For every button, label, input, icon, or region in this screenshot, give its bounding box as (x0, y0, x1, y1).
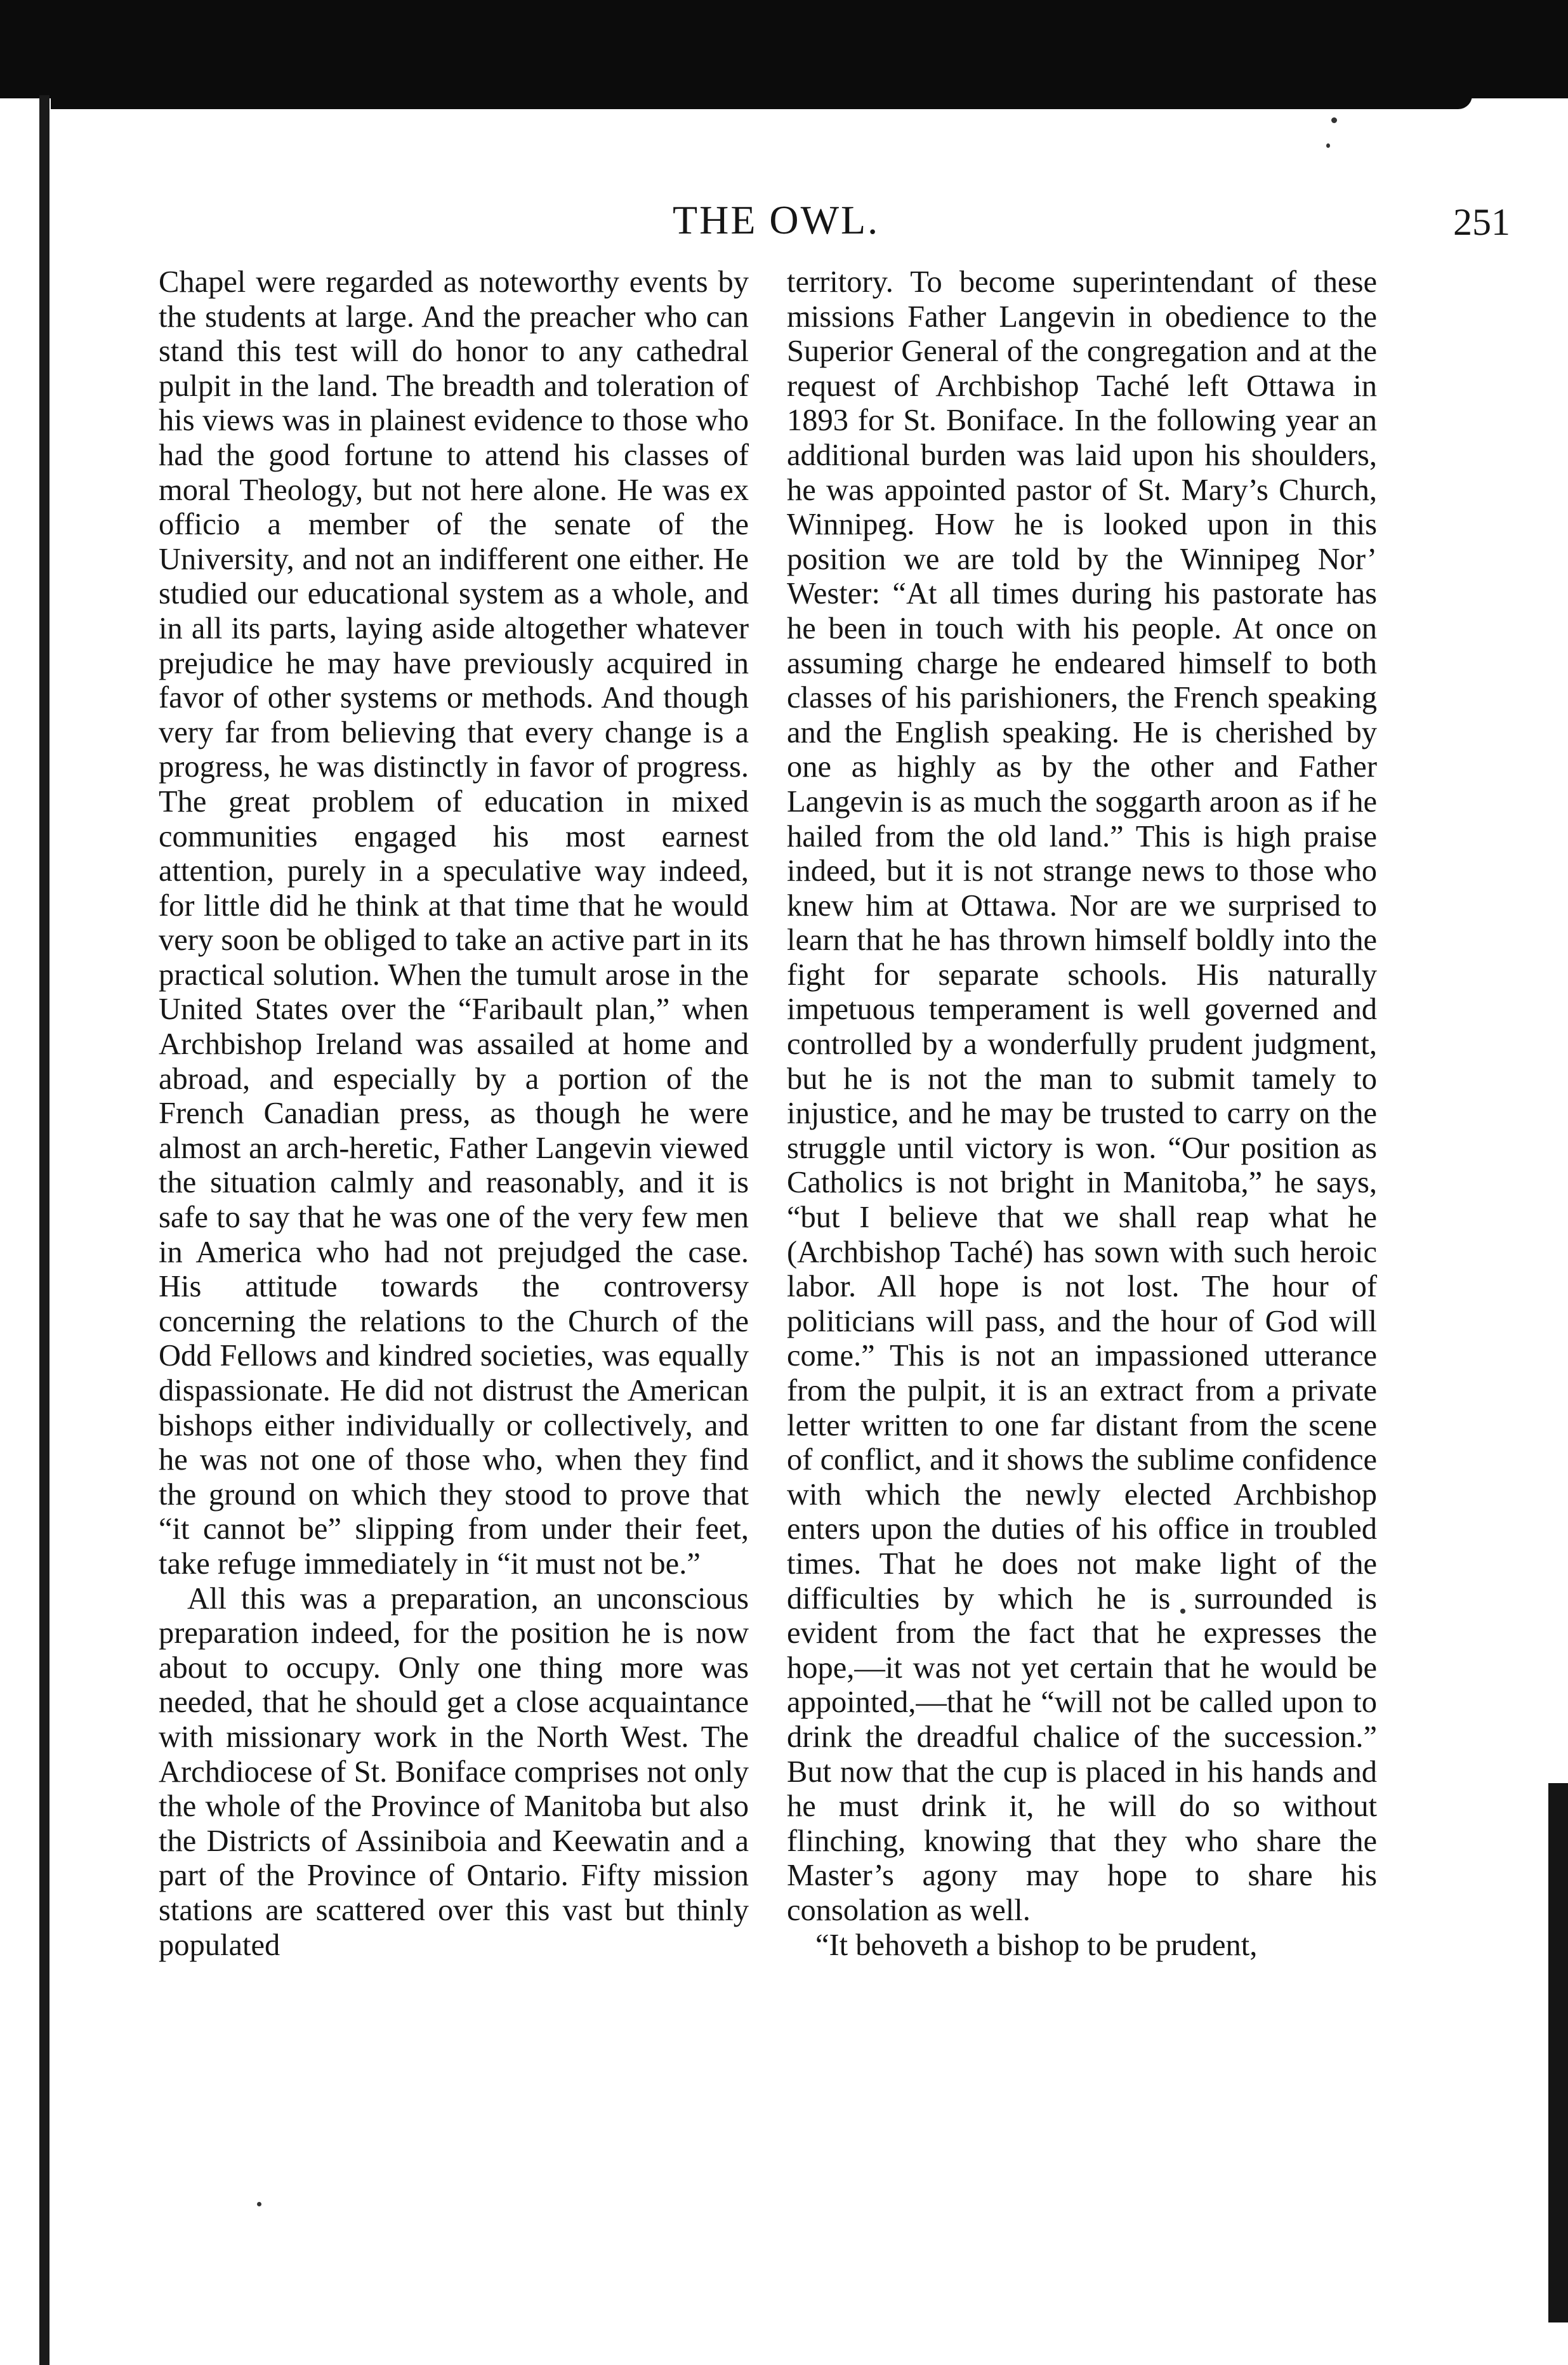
scan-top-border (0, 0, 1568, 98)
scan-speck (257, 2202, 261, 2206)
right-column (787, 265, 1377, 1963)
left-paragraph-1: Chapel were regarded as noteworthy events by the students at large. And the preacher who can stand this test will do honor to any cathedral pulpit in the land. The breadth and toleration of his views was in plainest evidence to those who had the good fortune to attend his classes of moral Theology, but not here alone. He was ex officio a member of the senate of the University, and not an indifferent one either. He studied our educational system as a whole, and in all its parts, laying aside altogether whatever prejudice he may have previously acquired in favor of other systems or methods. And though very far from believing that every change is a progress, he was distinctly in favor of progress. The great problem of education in mixed communities engaged his most earnest attention, purely in a speculative way indeed, for little did he think at that time that he would very soon be obliged to take an active part in its practical solution. When the tumult arose in the United States over the “Faribault plan,” when Archbishop Ireland was assailed at home and abroad, and especially by a portion of the French Canadian press, as though he were almost an arch-heretic, Father Langevin viewed the situation calmly and reasonably, and it is safe to say that he was one of the very few men in America who had not prejudged the case. His attitude towards the controversy concerning the relations to the Church of the Odd Fellows and kindred societies, was equally dispassionate. He did not distrust the American bishops either individually or collectively, and he was not one of those who, when they find the ground on which they stood to prove that “it cannot be” slipping from under their feet, take refuge immediately in “it must not be.” (159, 265, 749, 1581)
page-header (0, 197, 1568, 254)
scan-left-border (39, 95, 49, 2365)
right-paragraph-2: “It behoveth a bishop to be prudent, (815, 1928, 1258, 1962)
scan-speck (1331, 117, 1337, 123)
scan-top-border-edge (51, 95, 1472, 109)
left-column (159, 265, 749, 1963)
right-paragraph-1: territory. To become superintendant of these missions Father Langevin in obedience to the Superior General of the congregation and at the request of Archbishop Taché left Ottawa in 1893 for St. Boniface. In the following year an additional burden was laid upon his shoulders, he was appointed pastor of St. Mary’s Church, Winnipeg. How he is looked upon in this position we are told by the Winnipeg Nor’ Wester: “At all times during his pastorate has he been in touch with his people. At once on assuming charge he endeared himself to both classes of his parishioners, the French speaking and the English speaking. He is cherished by one as highly as by the other and Father Langevin is as much the soggarth aroon as if he hailed from the old land.” This is high praise indeed, but it is not strange news to those who knew him at Ottawa. Nor are we surprised to learn that he has thrown himself boldly into the fight for separate schools. His naturally impetuous temperament is well governed and controlled by a wonderfully prudent judgment, but he is not the man to submit tamely to injustice, and he may be trusted to carry on the struggle until victory is won. “Our position as Catholics is not bright in Manitoba,” he says, “but I believe that we shall reap what he (Archbishop Taché) has sown with such heroic labor. All hope is not lost. The hour of politicians will pass, and the hour of God will come.” This is not an impassioned utterance from the pulpit, it is an extract from a private letter written to one far distant from the scene of conflict, and it shows the sublime confidence with which the newly elected Archbishop enters upon the duties of his office in troubled times. That he does not make light of the difficulties by which he is surrounded is evident from the fact that he expresses the hope,—it was not yet certain that he would be appointed,—that he “will not be called upon to drink the dreadful chalice of the succession.” But now that the cup is placed in his hands and he must drink it, he will do so without flinching, knowing that they who share the Master’s agony may hope to share his consolation as well. (787, 265, 1377, 1927)
page-number: 251 (1453, 201, 1510, 243)
left-paragraph-2: All this was a preparation, an unconscious preparation indeed, for the position he is now about to occupy. Only one thing more was needed, that he should get a close acquaintance with missionary work in the North West. The Archdiocese of St. Boniface comprises not only the whole of the Province of Manitoba but also the Districts of Assiniboia and Keewatin and a part of the Province of Ontario. Fifty mission stations are scattered over this vast but thinly populated (159, 1581, 749, 1962)
running-title: THE OWL. (673, 197, 880, 242)
scan-right-edge-shadow (1548, 1783, 1568, 2322)
scan-speck (1326, 143, 1330, 148)
